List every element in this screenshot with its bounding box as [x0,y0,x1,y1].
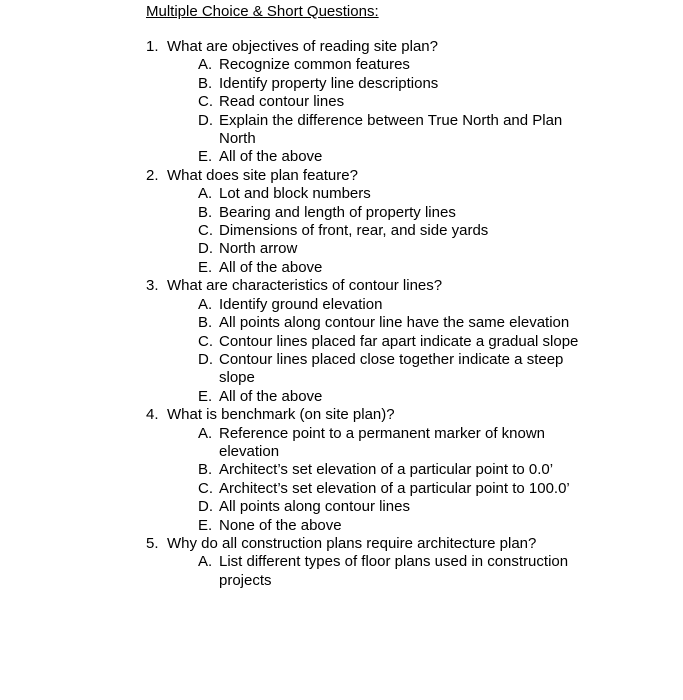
answer-option [198,351,579,388]
option-letter: D. [198,240,213,258]
question-item [146,167,666,277]
option-text: Reference point to a permanent marker of known elevation [219,424,546,460]
option-letter: A. [198,424,213,442]
question-item [146,38,666,167]
option-text: All of the above [219,258,323,276]
option-letter: B. [198,74,213,92]
option-text: Read contour lines [219,93,345,111]
question-item [146,535,666,590]
question-number: 3. [146,277,159,295]
answer-option [198,204,579,222]
answer-options [198,185,666,277]
question-number: 4. [146,406,159,424]
option-letter: B. [198,314,213,332]
option-letter: E. [198,148,213,166]
answer-options [198,553,666,590]
answer-option [198,425,579,462]
question-text: What does site plan feature? [167,166,358,184]
option-letter: E. [198,258,213,276]
option-text: Architect’s set elevation of a particular point to 100.0’ [219,479,570,497]
option-letter: D. [198,111,213,129]
answer-option [198,553,579,590]
answer-option [198,222,579,240]
option-text: Identify ground elevation [219,295,383,313]
answer-option [198,185,579,203]
option-letter: D. [198,350,213,368]
answer-option [198,148,579,166]
question-text: What are characteristics of contour lines? [167,277,443,295]
answer-option [198,259,579,277]
option-letter: A. [198,56,213,74]
answer-option [198,498,579,516]
answer-options [198,296,666,406]
option-letter: C. [198,332,213,350]
answer-option [198,388,579,406]
answer-option [198,75,579,93]
option-letter: C. [198,93,213,111]
question-number: 5. [146,534,159,552]
question-number: 2. [146,166,159,184]
answer-option [198,112,579,149]
option-text: Contour lines placed far apart indicate a gradual slope [219,332,579,350]
option-text: All points along contour line have the same elevation [219,314,570,332]
page-heading: Multiple Choice & Short Questions: [146,3,379,20]
option-letter: B. [198,461,213,479]
option-letter: A. [198,295,213,313]
option-text: Lot and block numbers [219,185,371,203]
answer-option [198,314,579,332]
option-text: Dimensions of front, rear, and side yards [219,222,489,240]
option-text: Recognize common features [219,56,410,74]
option-text: Bearing and length of property lines [219,203,456,221]
answer-options [198,56,666,166]
option-letter: E. [198,516,213,534]
option-text: Contour lines placed close together indicate a steep slope [219,350,564,387]
option-letter: A. [198,185,213,203]
option-text: All points along contour lines [219,498,410,516]
answer-option [198,240,579,258]
answer-option [198,517,579,535]
answer-option [198,296,579,314]
option-text: All of the above [219,148,323,166]
answer-option [198,461,579,479]
option-text: List different types of floor plans used in construction projects [219,553,569,589]
question-list [146,38,666,590]
option-text: North arrow [219,240,298,258]
option-letter: C. [198,222,213,240]
answer-option [198,480,579,498]
option-letter: E. [198,387,213,405]
answer-option [198,333,579,351]
question-item [146,406,666,535]
option-letter: D. [198,498,213,516]
answer-option [198,93,579,111]
option-text: Architect’s set elevation of a particular point to 0.0’ [219,461,554,479]
option-letter: B. [198,203,213,221]
option-letter: A. [198,553,213,571]
answer-option [198,56,579,74]
option-letter: C. [198,479,213,497]
question-text: What are objectives of reading site plan? [167,38,438,55]
answer-options [198,425,666,535]
question-text: What is benchmark (on site plan)? [167,406,395,424]
option-text: Identify property line descriptions [219,74,439,92]
option-text: None of the above [219,516,342,534]
question-item [146,277,666,406]
question-number: 1. [146,38,159,55]
option-text: All of the above [219,387,323,405]
option-text: Explain the difference between True North and Plan North [219,111,563,148]
question-text: Why do all construction plans require architecture plan? [167,534,537,552]
